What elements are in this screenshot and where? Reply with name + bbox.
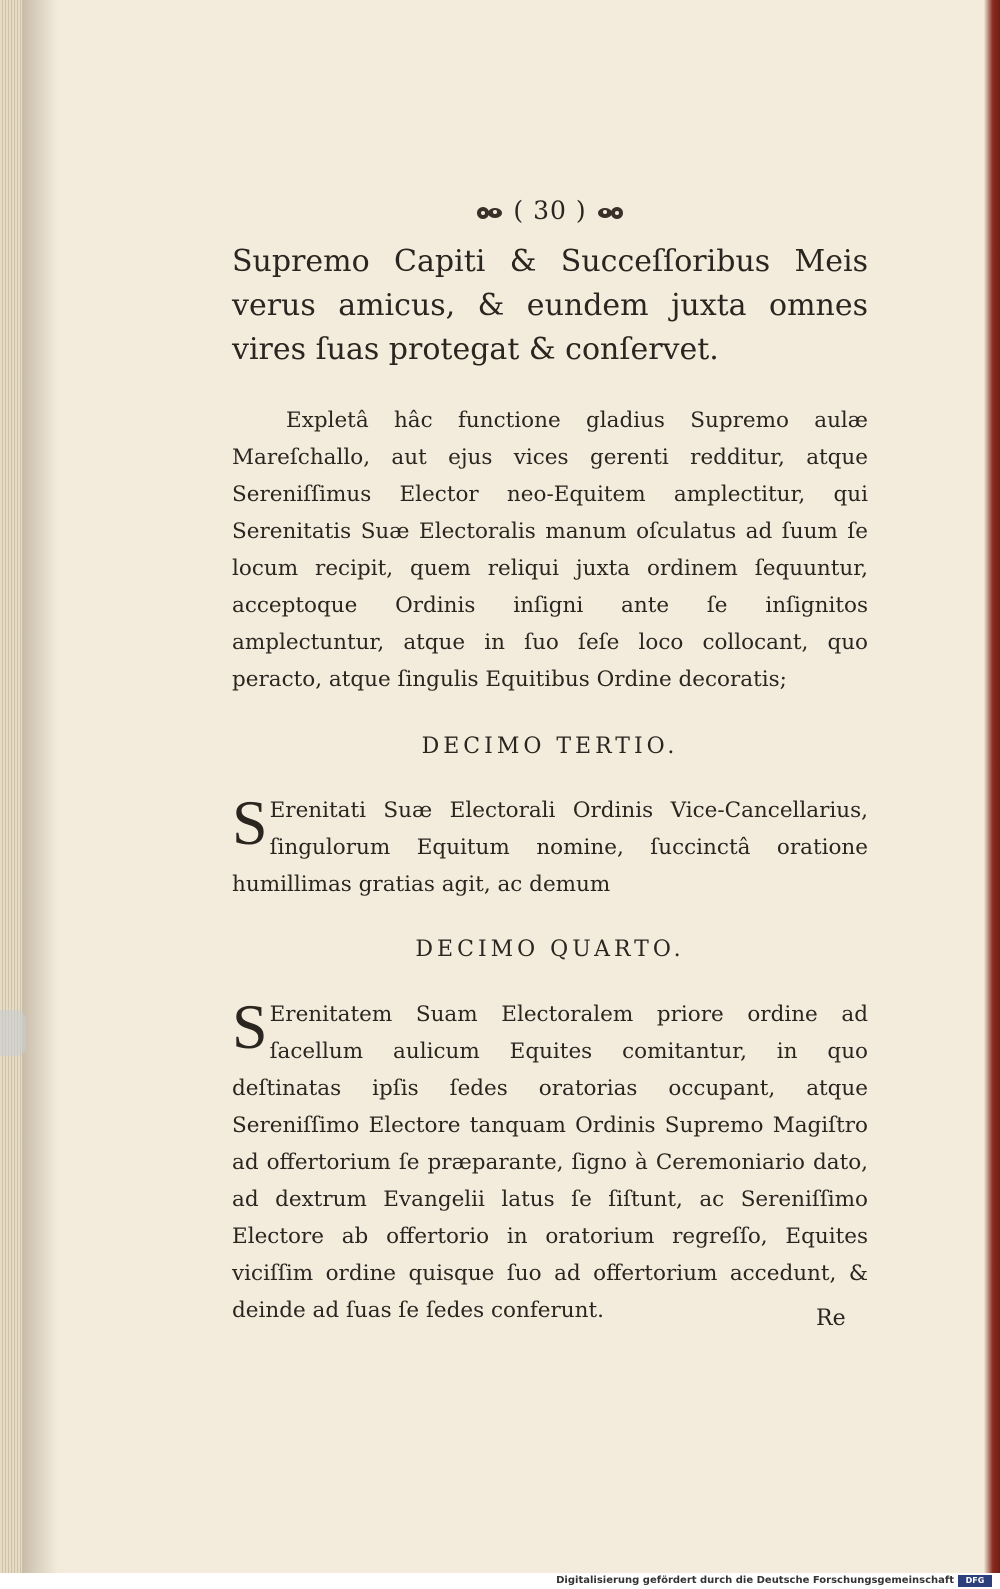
section-2-body: Erenitatem Suam Electoralem priore ordine ad ſacellum aulicum Equites comitantur, in quo deſtinatas ipſis ſedes oratorias occupant, atque Sereniſſimo Electore tanquam Ordinis Supremo Magiſtro ad offertorium ſe præparante, ſigno à Ceremoniario dato, ad dextrum Evangelii latus ſe ſiſtunt, ac Sereniſſimo Electore ab offertorio in oratorium regreſſo, Equites viciſſim ordine quisque ſuo ad offertorium accedunt, & deinde ad ſuas ſe ſedes conferunt. [232, 1002, 868, 1323]
section-1-body: Erenitati Suæ Electorali Ordinis Vice-Cancellarius, ſingulorum Equitum nomine, ſuccinctâ oratione humillimas gratias agit, ac demum [232, 798, 868, 897]
right-ornament-icon [596, 204, 624, 222]
book-cover-edge [984, 0, 1000, 1573]
section-1-text [232, 787, 868, 903]
footer-credit: Digitalisierung gefördert durch die Deutsche Forschungsgemeinschaft [556, 1575, 954, 1586]
section-2-dropcap: S [232, 991, 268, 1062]
catchword: Re [816, 1306, 846, 1331]
paragraph-1: Expletâ hâc functione gladius Supremo aulæ Mareſchallo, aut ejus vices gerenti redditur, atque Sereniſſimus Elector neo-Equitem amplectitur, qui Serenitatis Suæ Electoralis manum oſculatus ad ſuum ſe locum recipit, quem reliqui juxta ordinem ſequuntur, acceptoque Ordinis inſigni ante ſe inſignitos amplectuntur, atque in ſuo ſeſe loco collocant, quo peracto, atque ſingulis Equitibus Ordine decoratis; [232, 408, 868, 692]
dfg-logo: DFG [958, 1575, 992, 1587]
gutter-shadow [22, 0, 58, 1573]
page-number: ( 30 ) [513, 196, 587, 225]
book-page-edges [0, 0, 22, 1573]
page-header [232, 196, 868, 225]
section-1-dropcap: S [232, 787, 268, 858]
section-2-text [232, 991, 868, 1329]
left-ornament-icon [476, 204, 504, 222]
scan-clip-tab [0, 1010, 26, 1056]
heading-decimo-tertio: DECIMO TERTIO. [421, 734, 679, 759]
heading-decimo-quarto: DECIMO QUARTO. [415, 937, 685, 962]
digitization-footer [0, 1573, 1000, 1589]
lead-text: Supremo Capiti & Succeſſoribus Meis verus amicus, & eundem juxta omnes vires ſuas protegat & conſervet. [232, 244, 868, 367]
